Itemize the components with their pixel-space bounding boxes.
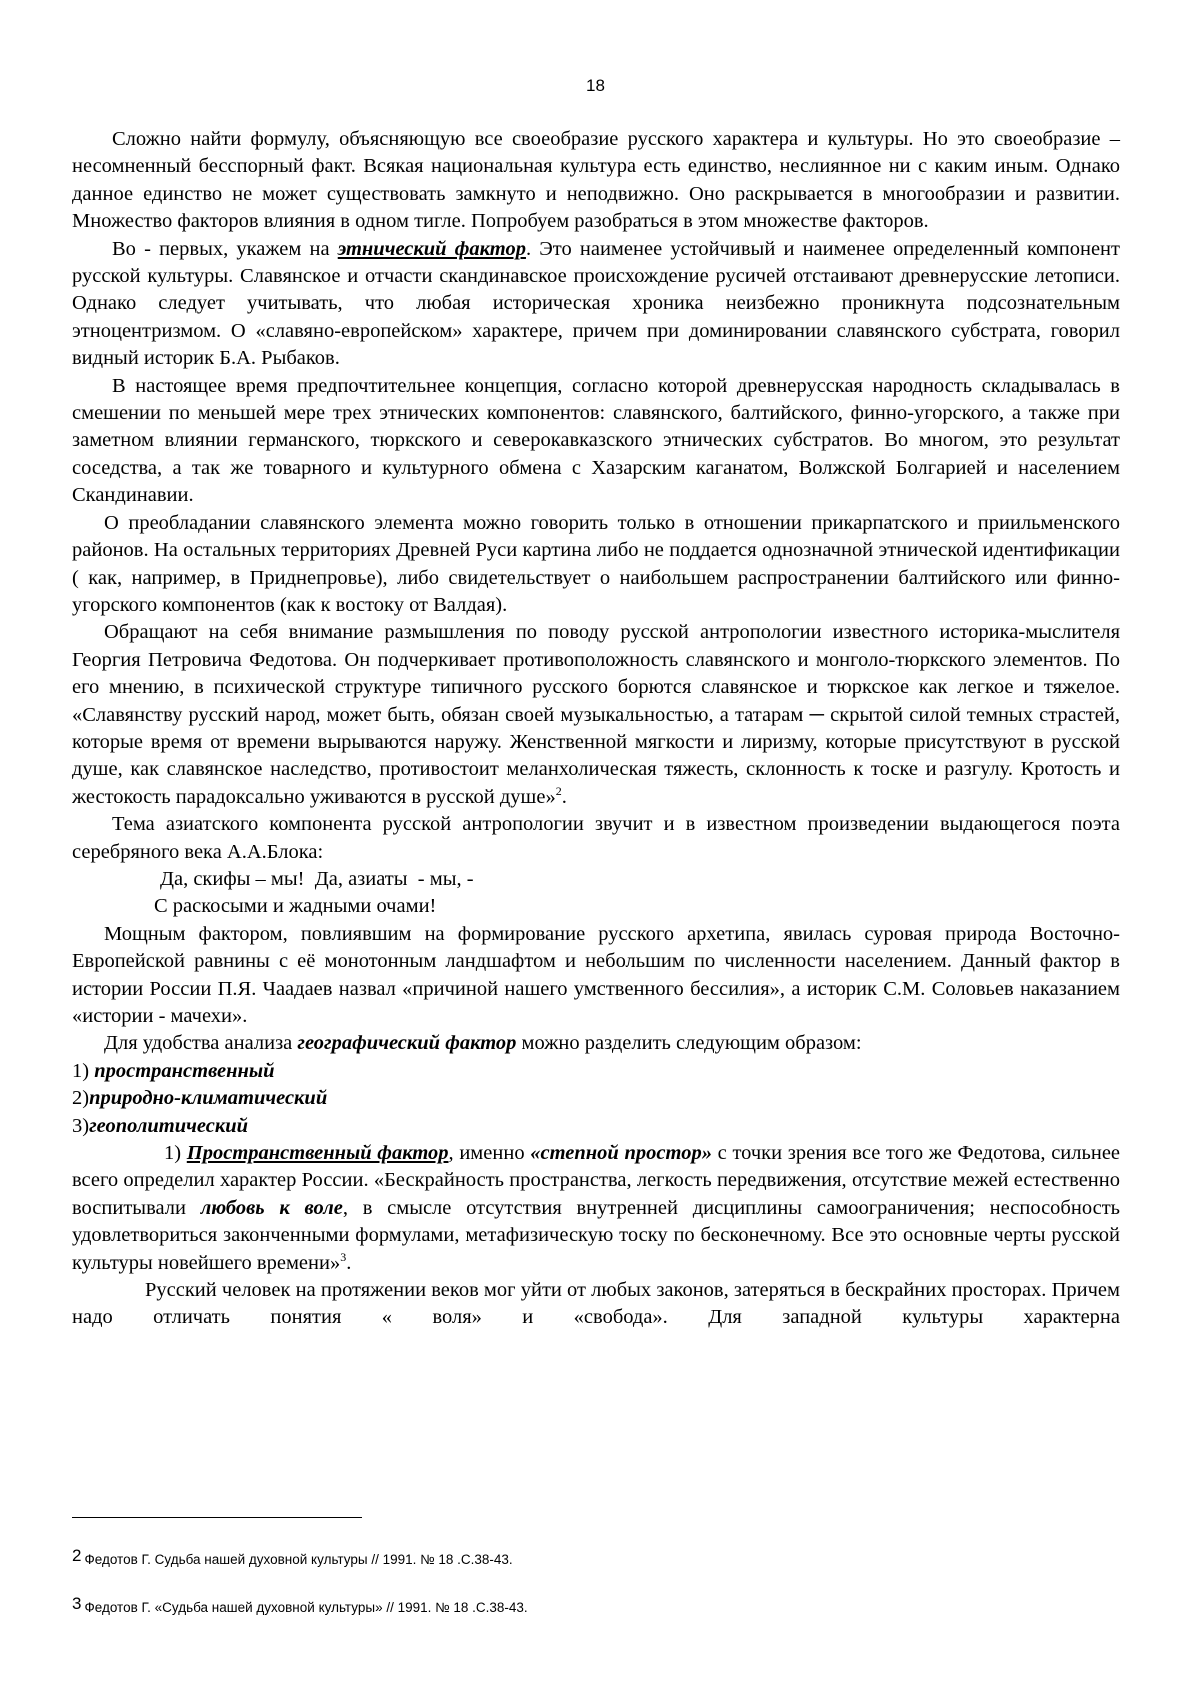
footnote-text: Федотов Г. «Судьба нашей духовной культуры» // 1991. № 18 .С.38-43. bbox=[84, 1600, 528, 1615]
text-run: , именно bbox=[448, 1142, 531, 1165]
list-number: 1) bbox=[72, 1059, 95, 1082]
verse-line-2: С раскосыми и жадными очами! bbox=[154, 895, 437, 918]
text-run: с точки зрения все того же Федотова, сильнее всего определил характер России. «Бескрайность пространства, легкость передвижения, отсутствие межей естественно воспитывали bbox=[72, 1142, 1121, 1219]
paragraph-slavic-element: О преобладании славянского элемента можно говорить только в отношении прикарпатского и приильменского районов. На остальных территориях Древней Руси картина либо не поддается однозначной этнической идентификации ( как, например, в Приднепровье), либо свидетельствует о наибольшем распространении балтийского или финно-угорского компонентов (как к востоку от Валдая). bbox=[72, 511, 1120, 616]
term-spatial-factor: Пространственный фактор bbox=[186, 1142, 449, 1165]
paragraph-ethnic-factor bbox=[72, 236, 1120, 373]
term-ethnic-factor: этнический фактор bbox=[337, 237, 526, 260]
text-run: можно разделить следующим образом: bbox=[516, 1032, 862, 1055]
list-term: природно-климатический bbox=[89, 1087, 328, 1110]
list-item-geopolitical bbox=[72, 1113, 1120, 1140]
paragraph-nature: Мощным фактором, повлиявшим на формирование русского архетипа, явилась суровая природа Восточно-Европейской равнины с её монотонным ландшафтом и небольшим по численности населением. Данный фактор в истории России П.Я. Чаадаев назвал «причиной нашего умственного бессилия», а историк С.М. Соловьев наказанием «истории - мачехи». bbox=[72, 922, 1120, 1027]
body-text bbox=[72, 126, 1120, 1332]
footnote-ref-3: 3 bbox=[340, 1249, 347, 1264]
footnote-3 bbox=[72, 1594, 528, 1615]
list-item-climatic bbox=[72, 1085, 1120, 1112]
page-number: 18 bbox=[586, 76, 605, 95]
text-run: Во - первых, укажем на bbox=[112, 237, 338, 260]
text-run: 1) bbox=[164, 1142, 187, 1165]
paragraph-fedotov bbox=[72, 619, 1120, 811]
paragraph-intro: Сложно найти формулу, объясняющую все своеобразие русского характера и культуры. Но это своеобразие – несомненный бесспорный факт. Всякая национальная культура есть единство, неслиянное ни с каким иным. Однако данное единство не может существовать замкнуто и неподвижно. Оно раскрывается в многообразии и развитии. Множество факторов влияния в одном тигле. Попробуем разобраться в этом множестве факторов. bbox=[72, 128, 1120, 233]
text-run: , в смысле отсутствия внутренней дисциплины самоограничения; неспособность удовлетвориться законченными формулами, метафизическую тоску по бесконечному. Все это основные черты русской культуры новейшего времени» bbox=[72, 1196, 1120, 1274]
text-run: . Это наименее устойчивый и наименее определенный компонент русской культуры. Славянское и отчасти скандинавское происхождение русичей отстаивают древнерусские летописи. Однако следует учитывать, что любая историческая хроника неизбежно проникнута подсознательным этноцентризмом. О «славяно-европейском» характере, причем при доминировании славянского субстрата, говорил видный историк Б.А. Рыбаков. bbox=[72, 237, 1120, 370]
list-number: 2) bbox=[72, 1087, 90, 1110]
paragraph-current-concept: В настоящее время предпочтительнее концепция, согласно которой древнерусская народность складывалась в смешении по меньшей мере трех этнических компонентов: славянского, балтийского, финно-угорского, а также при заметном влиянии германского, тюркского и северокавказского этнических субстратов. Во многом, это результат соседства, а так же товарного и культурного обмена с Хазарским каганатом, Волжской Болгарией и населением Скандинавии. bbox=[72, 374, 1120, 507]
list-term: геополитический bbox=[89, 1114, 249, 1137]
paragraph-asian-theme: Тема азиатского компонента русской антропологии звучит и в известном произведении выдающегося поэта серебряного века А.А.Блока: bbox=[72, 813, 1120, 863]
term-steppe: «степной простор» bbox=[530, 1142, 712, 1165]
list-term: пространственный bbox=[94, 1059, 275, 1082]
footnote-mark: 3 bbox=[72, 1594, 82, 1613]
term-love-of-freedom: любовь к воле bbox=[200, 1196, 343, 1219]
footnote-divider bbox=[72, 1517, 362, 1518]
text-run: Для удобства анализа bbox=[104, 1032, 298, 1055]
list-number: 3) bbox=[72, 1114, 90, 1137]
footnote-2 bbox=[72, 1546, 513, 1567]
paragraph-spatial-factor bbox=[72, 1140, 1120, 1277]
list-item-spatial bbox=[72, 1058, 1120, 1085]
footnote-ref-2: 2 bbox=[555, 783, 562, 798]
footnote-mark: 2 bbox=[72, 1546, 82, 1565]
verse-line-1: Да, скифы – мы! Да, азиаты - мы, - bbox=[160, 867, 474, 890]
term-geographic-factor: географический фактор bbox=[297, 1032, 517, 1055]
text-run: . bbox=[346, 1251, 352, 1274]
paragraph-will-freedom: Русский человек на протяжении веков мог уйти от любых законов, затеряться в бескрайних просторах. Причем надо отличать понятия « воля» и «свобода». Для западной культуры характерна bbox=[72, 1279, 1120, 1329]
footnote-text: Федотов Г. Судьба нашей духовной культуры // 1991. № 18 .С.38-43. bbox=[84, 1552, 513, 1567]
text-run: Обращают на себя внимание размышления по поводу русской антропологии известного историка-мыслителя Георгия Петровича Федотова. Он подчеркивает противоположность славянского и монголо-тюркского элементов. По его мнению, в психической структуре типичного русского борются славянское и тюркское как легкое и тяжелое. «Славянству русский народ, может быть, обязан своей музыкальностью, а татарам ─ скрытой силой темных страстей, которые время от времени вырываются наружу. Женственной мягкости и лиризму, которые присутствуют в русской душе, как славянское наследство, противостоит меланхолическая тяжесть, склонность к тоске и разгулу. Кротость и жестокость парадоксально уживаются в русской душе» bbox=[72, 621, 1120, 808]
paragraph-geographic-factor bbox=[72, 1030, 1120, 1057]
text-run: . bbox=[561, 785, 567, 808]
